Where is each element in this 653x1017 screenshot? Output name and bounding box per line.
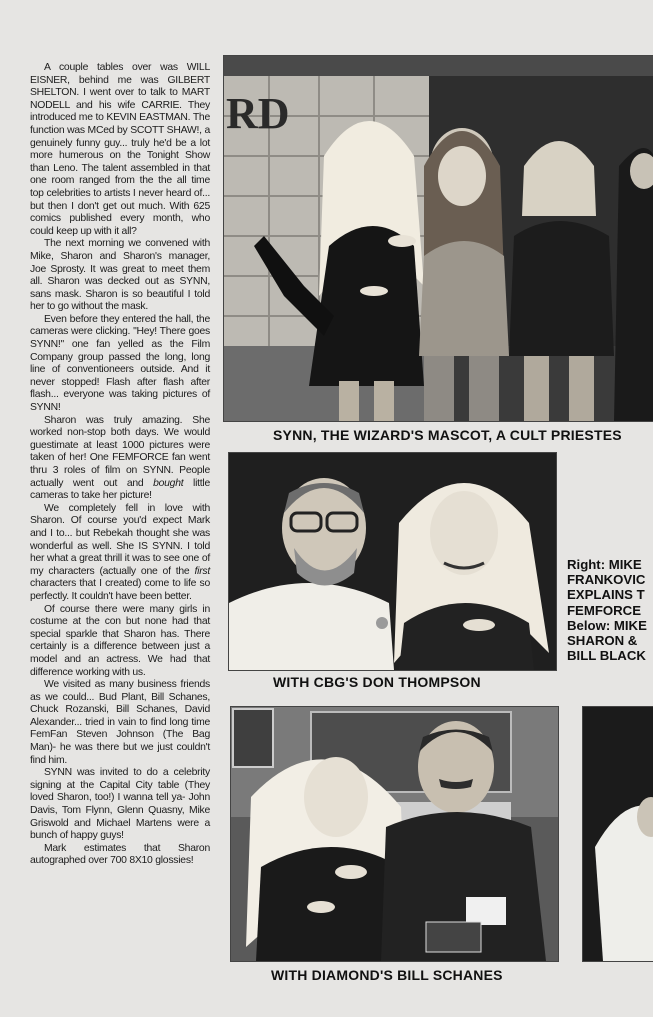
photo-bill-schanes — [230, 706, 559, 962]
article-paragraph — [30, 415, 210, 503]
caption-top: SYNN, THE WIZARD'S MASCOT, A CULT PRIESTES — [273, 427, 622, 443]
article-text-run: little cameras to take her picture! — [30, 477, 210, 502]
photo-synn-group — [223, 55, 653, 422]
photo-right-partial-illustration — [583, 707, 653, 961]
side-caption-line: SHARON & — [567, 633, 638, 649]
article-text-column — [30, 62, 210, 868]
article-paragraph: A couple tables over was WILL EISNER, behind me was GILBERT SHELTON. I went over to talk to MART NODELL and his wife CARRIE. They introduced me to KEVIN EASTMAN. The function was MCed by SCOTT SHAW!, a genuinely funny guy... truly he'd be a lot more humerous on the Tonight Show than Leno. The talent assembled in that one room ranged from the the all time top celebrities to artists I never heard of... but then I don't get out much. With 625 comics published every month, who could keep up with it all? — [30, 62, 210, 237]
photo-synn-group-illustration — [224, 56, 653, 421]
article-paragraph: Even before they entered the hall, the cameras were clicking. "Hey! There goes SYNN!" one fan yelled as the Film Company group passed the long, long line of conventioneers outside. And it never stopped! Flash after flash after flash... everyone was taking pictures of SYNN! — [30, 313, 210, 414]
photo-don-thompson — [228, 452, 557, 671]
side-caption — [567, 557, 653, 663]
article-paragraph: Mark estimates that Sharon autographed over 700 8X10 glossies! — [30, 842, 210, 867]
article-paragraph — [30, 503, 210, 604]
side-caption-line: EXPLAINS T — [567, 587, 645, 603]
article-text-run: We completely fell in love with Sharon. Of course you'd expect Mark and I to... but Rebekah thought she was wonderful as well. She IS SYNN. I told her what a great thrill it was to see one of my characters (actually one of the — [30, 502, 210, 577]
article-paragraph: The next morning we convened with Mike, Sharon and Sharon's manager, Joe Sprosty. It was great to meet them all. Sharon was decked out as SYNN, sans mask. Sharon is so beautiful I told her to go without the mask. — [30, 238, 210, 313]
article-text-run: characters that I created) come to life so perfectly. It couldn't have been better. — [30, 578, 210, 602]
photo-right-partial — [582, 706, 653, 962]
article-emphasis: bought — [153, 477, 184, 489]
article-paragraph: SYNN was invited to do a celebrity signing at the Capital City table (They loved Sharon, too!) I wanna tell ya- John Davis, Tom Flynn, Glenn Quasny, Mike Griswold and Michael Martens were a bunch of happy guys! — [30, 767, 210, 842]
caption-bottom: WITH DIAMOND'S BILL SCHANES — [271, 967, 503, 983]
photo-bill-schanes-illustration — [231, 707, 558, 961]
article-emphasis: first — [194, 565, 210, 577]
caption-middle: WITH CBG'S DON THOMPSON — [273, 674, 481, 690]
article-paragraph: Of course there were many girls in costume at the con but none had that special sparkle that Sharon has. There certainly is a difference between just a model and an actress. We had that difference working with us. — [30, 603, 210, 678]
side-caption-line: FEMFORCE — [567, 602, 641, 618]
photo-don-thompson-illustration — [229, 453, 556, 670]
side-caption-line: Below: MIKE — [567, 617, 647, 633]
side-caption-line: BILL BLACK — [567, 648, 646, 664]
side-caption-line: Right: MIKE — [567, 557, 642, 572]
booth-sign-text: RD — [226, 89, 290, 138]
article-text-run: Sharon was truly amazing. She worked non-stop both days. We would guestimate at least 1000 pictures were taken of her! One FEMFORCE fan went thru 3 roles of film on SYNN. People actually went out and — [30, 414, 210, 489]
side-caption-line: FRANKOVIC — [567, 572, 646, 588]
article-paragraph: We visited as many business friends as we could... Bud Plant, Bill Schanes, Chuck Rozanski, Bill Schanes, David Alexander... tried in vain to find long time FemFan Steven Johnson (The Bag Man)- he was there but we just couldn't find him. — [30, 679, 210, 766]
